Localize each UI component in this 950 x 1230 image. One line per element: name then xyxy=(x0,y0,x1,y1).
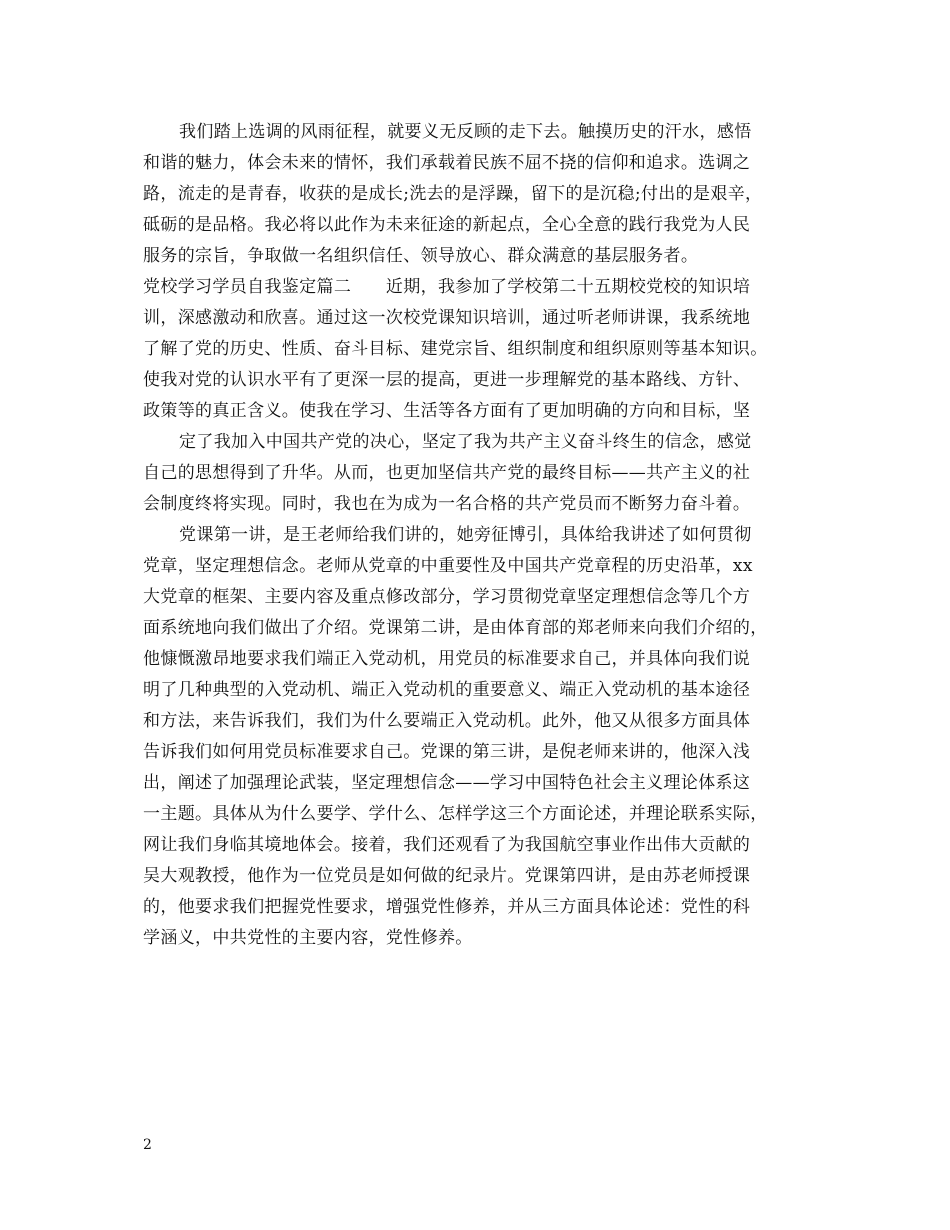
text-line: 路，流走的是青春，收获的是成长;洗去的是浮躁，留下的是沉稳;付出的是艰辛， xyxy=(143,184,763,204)
text-line: 出，阐述了加强理论武装，坚定理想信念——学习中国特色社会主义理论体系这 xyxy=(143,773,751,793)
text-line: 明了几种典型的入党动机、端正入党动机的重要意义、端正入党动机的基本途径 xyxy=(143,680,751,700)
text-line: 和方法，来告诉我们，我们为什么要端正入党动机。此外，他又从很多方面具体 xyxy=(143,711,751,731)
text-line: 一主题。具体从为什么要学、学什么、怎样学这三个方面论述，并理论联系实际， xyxy=(143,804,768,824)
section-heading-line: 党校学习学员自我鉴定篇二 近期，我参加了学校第二十五期校党校的知识培 xyxy=(143,277,751,297)
text-line: 政策等的真正含义。使我在学习、生活等各方面有了更加明确的方向和目标，坚 xyxy=(143,401,751,421)
text-line: 党课第一讲，是王老师给我们讲的，她旁征博引，具体给我讲述了如何贯彻 xyxy=(179,525,752,545)
text-line: 大党章的框架、主要内容及重点修改部分，学习贯彻党章坚定理想信念等几个方 xyxy=(143,587,751,607)
text-line: 使我对党的认识水平有了更深一层的提高，更进一步理解党的基本路线、方针、 xyxy=(143,370,751,390)
body-text xyxy=(143,117,823,954)
text-line: 党章，坚定理想信念。老师从党章的中重要性及中国共产党章程的历史沿革，xx xyxy=(143,556,753,576)
page-number: 2 xyxy=(143,1137,152,1153)
text-line: 我们踏上选调的风雨征程，就要义无反顾的走下去。触摸历史的汗水，感悟 xyxy=(179,122,752,142)
text-line: 网让我们身临其境地体会。接着，我们还观看了为我国航空事业作出伟大贡献的 xyxy=(143,835,751,855)
text-line: 他慷慨激昂地要求我们端正入党动机，用党员的标准要求自己，并具体向我们说 xyxy=(143,649,751,669)
text-line: 学涵义，中共党性的主要内容，党性修养。 xyxy=(143,928,473,948)
text-line: 面系统地向我们做出了介绍。党课第二讲，是由体育部的郑老师来向我们介绍的， xyxy=(143,618,768,638)
text-line: 自己的思想得到了升华。从而，也更加坚信共产党的最终目标——共产主义的社 xyxy=(143,463,751,483)
text-line: 吴大观教授，他作为一位党员是如何做的纪录片。党课第四讲，是由苏老师授课 xyxy=(143,866,751,886)
text-line: 告诉我们如何用党员标准要求自己。党课的第三讲，是倪老师来讲的，他深入浅 xyxy=(143,742,751,762)
text-line: 了解了党的历史、性质、奋斗目标、建党宗旨、组织制度和组织原则等基本知识。 xyxy=(143,339,768,359)
text-line: 的，他要求我们把握党性要求，增强党性修养，并从三方面具体论述：党性的科 xyxy=(143,897,751,917)
text-line: 训，深感激动和欣喜。通过这一次校党课知识培训，通过听老师讲课，我系统地 xyxy=(143,308,751,328)
text-line: 砥砺的是品格。我必将以此作为未来征途的新起点，全心全意的践行我党为人民 xyxy=(143,215,751,235)
text-line: 服务的宗旨，争取做一名组织信任、领导放心、群众满意的基层服务者。 xyxy=(143,246,699,266)
text-line: 和谐的魅力，体会未来的情怀，我们承载着民族不屈不挠的信仰和追求。选调之 xyxy=(143,153,751,173)
text-line: 定了我加入中国共产党的决心，坚定了我为共产主义奋斗终生的信念，感觉 xyxy=(179,432,752,452)
text-line: 会制度终将实现。同时，我也在为成为一名合格的共产党员而不断努力奋斗着。 xyxy=(143,494,751,514)
